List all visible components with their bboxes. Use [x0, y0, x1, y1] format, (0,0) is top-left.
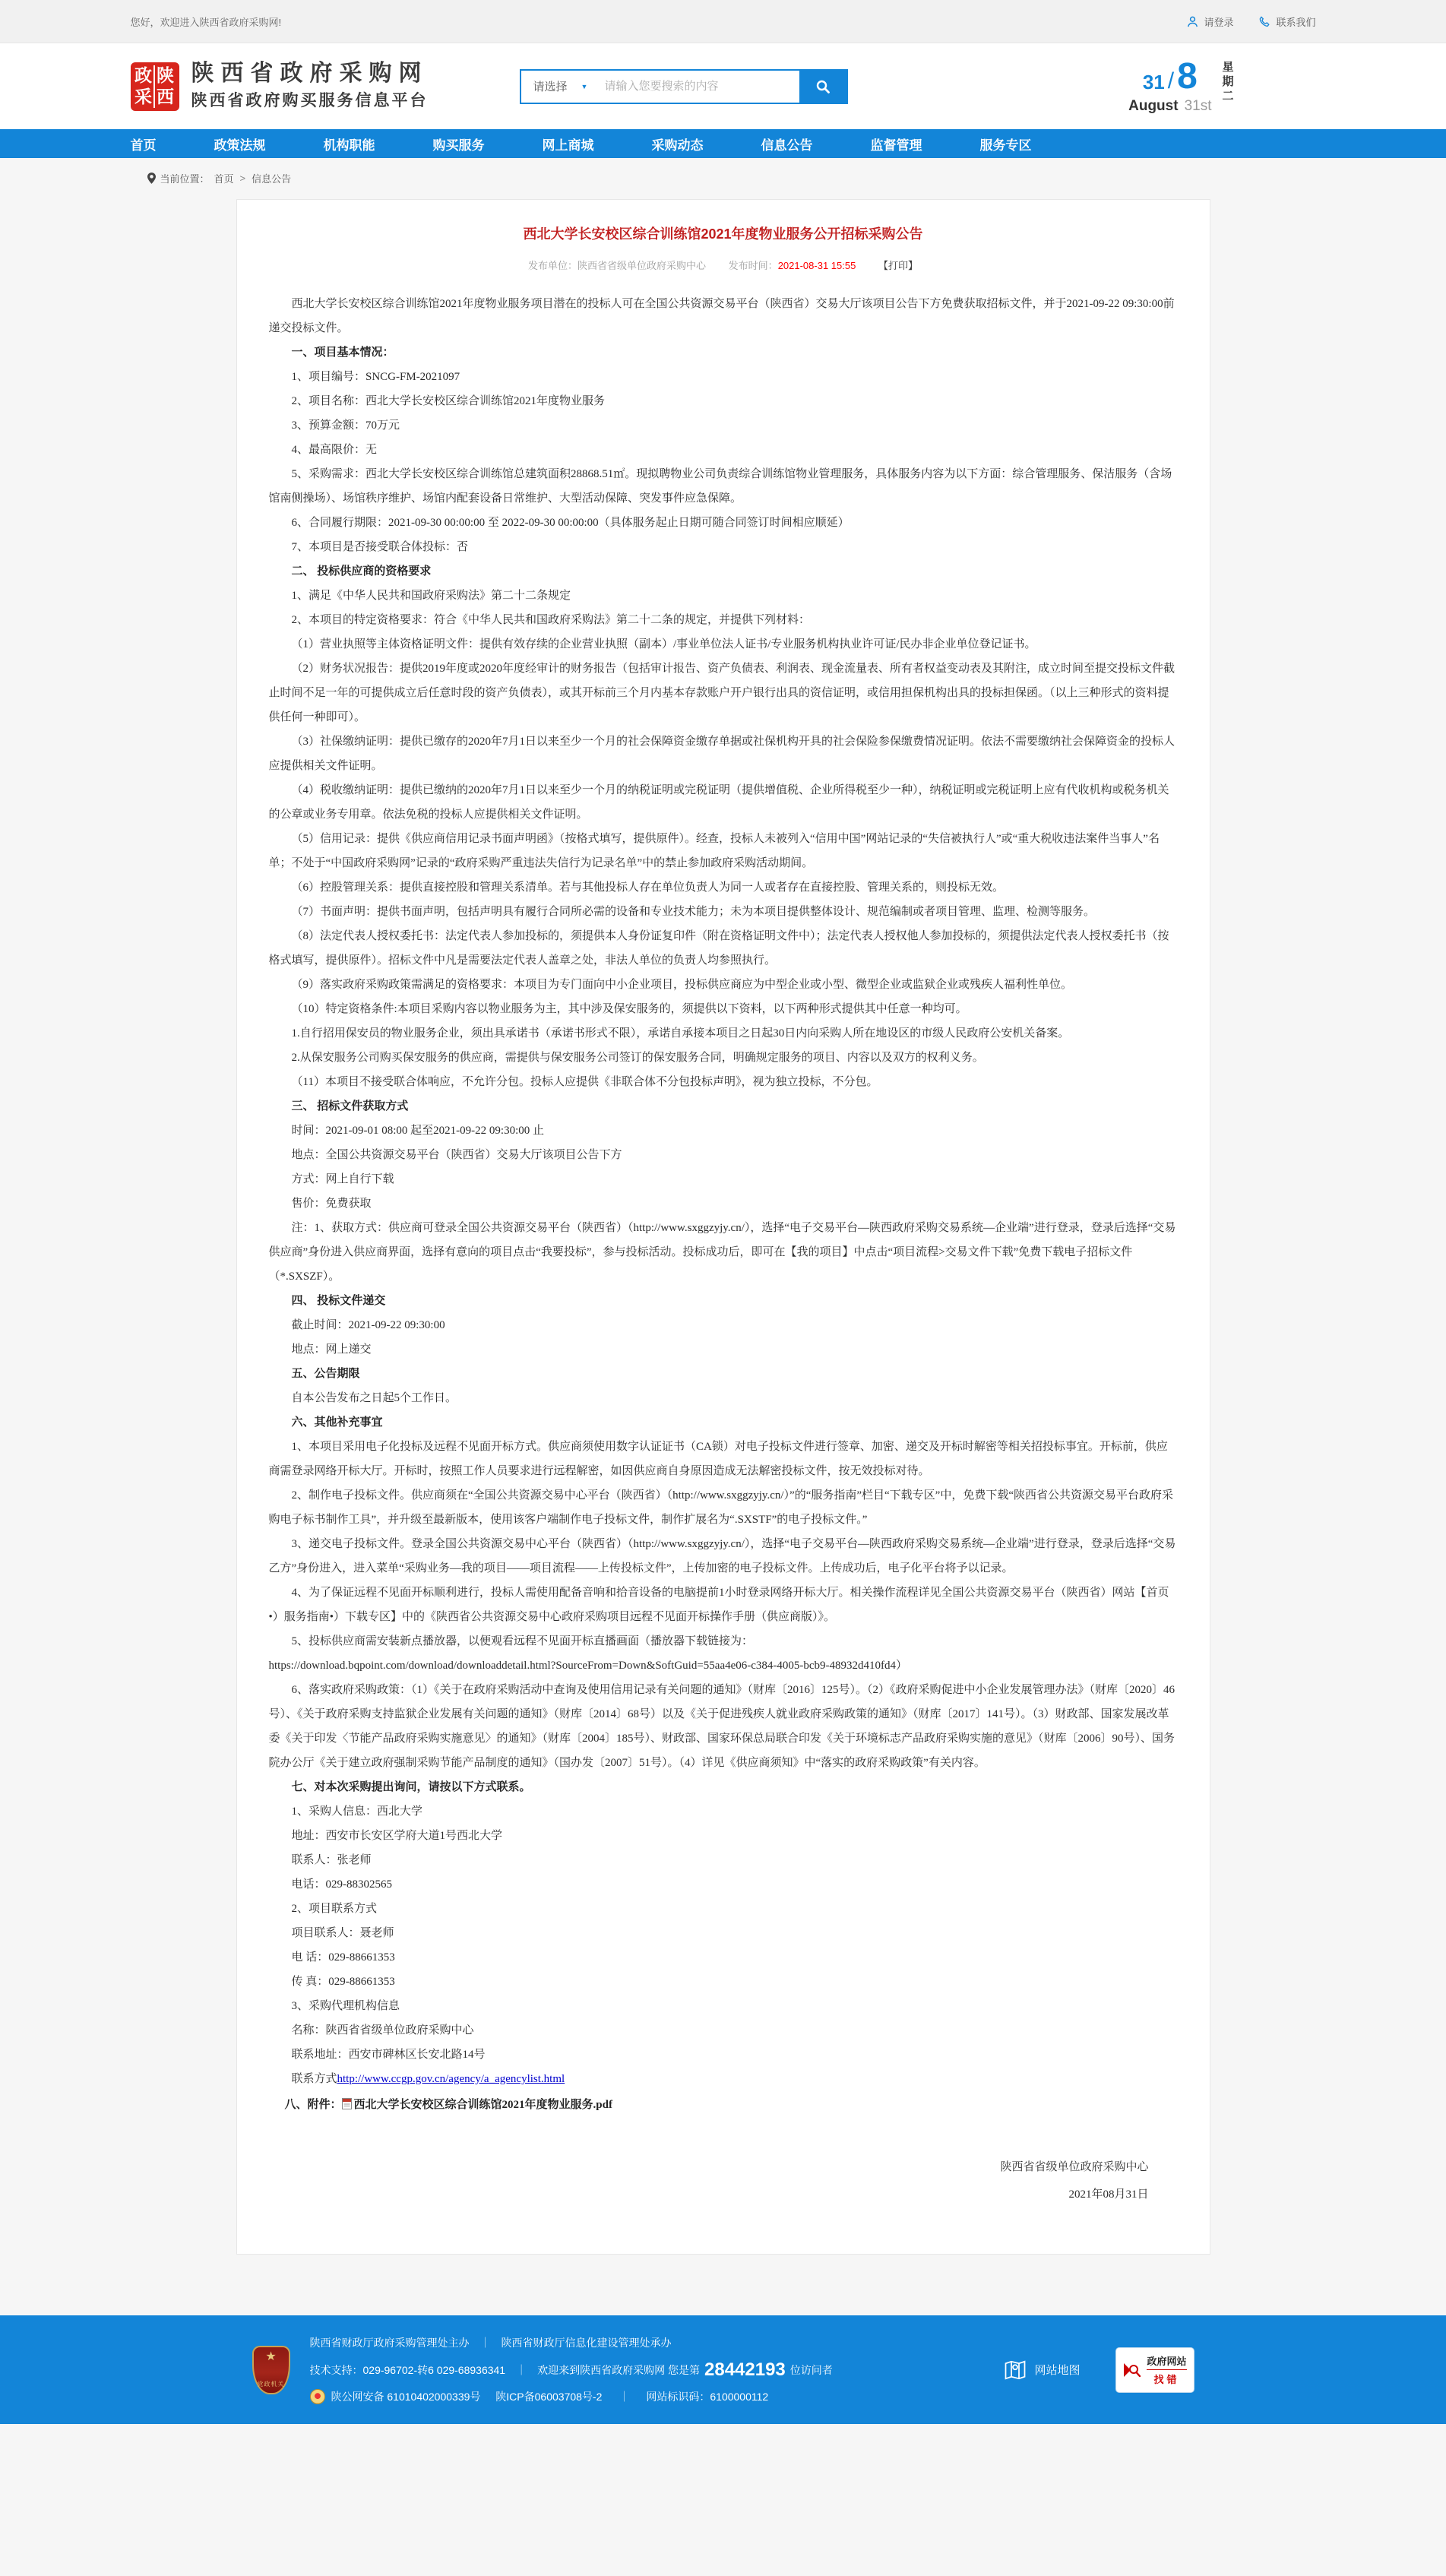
article-paragraph: 售价：免费获取 [291, 1198, 372, 1210]
article-paragraph: 联系地址：西安市碑林区长安北路14号 [291, 2049, 486, 2061]
sitemap-link[interactable]: 网站地图 [1004, 2359, 1080, 2381]
phone-icon [1259, 16, 1270, 27]
login-link[interactable]: 请登录 [1187, 14, 1233, 29]
article-paragraph: 项目联系人：聂老师 [291, 1927, 394, 1939]
footer-record-line: 陕公网安备 61010402000339号 陕ICP备06003708号-2 ｜ 网站标识码：6100000112 [310, 2384, 833, 2410]
nav-item[interactable]: 服务专区 [979, 138, 1032, 153]
nav-item[interactable]: 采购动态 [651, 138, 704, 153]
print-button[interactable]: 【打印】 [878, 260, 918, 271]
article-paragraph: 1、满足《中华人民共和国政府采购法》第二十二条规定 [291, 590, 571, 602]
weekday-label: 星 期 二 [1222, 60, 1234, 103]
section-heading: 六、其他补充事宜 [291, 1416, 383, 1429]
footer-support-line: 技术支持：029-96702-转6 029-68936341 ｜ 欢迎来到陕西省政府采购网 您是第 28442193 位访问者 [309, 2359, 833, 2380]
section-heading: 一、项目基本情况： [291, 347, 394, 359]
section-heading: 五、公告期限 [291, 1368, 360, 1380]
article-paragraph: 地址：西安市长安区学府大道1号西北大学 [291, 1830, 503, 1842]
search-category-select[interactable]: 请选择 ▼ [533, 81, 588, 93]
signature-date: 2021年08月31日 [1068, 2188, 1149, 2201]
website-error-report-badge[interactable]: 政府网站 找错 [1115, 2347, 1194, 2393]
date-widget: 31 / 8 August 31st 星 期 二 [1128, 55, 1234, 114]
user-icon [1187, 16, 1198, 27]
nav-item[interactable]: 政策法规 [214, 138, 266, 153]
site-logo: 政 陕 采 西 [131, 62, 179, 111]
article-paragraph: 2.从保安服务公司购买保安服务的供应商，需提供与保安服务公司签订的保安服务合同，明确规定服务的项目、内容以及双方的权利义务。 [291, 1052, 984, 1064]
nav-items [131, 129, 1316, 158]
signature-org: 陕西省省级单位政府采购中心 [1000, 2161, 1149, 2173]
article-paragraph: （11）本项目不接受联合体响应，不允许分包。投标人应提供《非联合体不分包投标声明》，视为独立投标，不分包。 [291, 1076, 878, 1088]
nav-item[interactable]: 网上商城 [542, 138, 594, 153]
article-paragraph: https://download.bqpoint.com/download/downloaddetail.html?SourceFrom=Down&SoftGuid=55aa4e06-c384-4005-bcb9-48932d410fd4） [268, 1660, 908, 1672]
article-paragraph: 地点：网上递交 [291, 1343, 372, 1356]
date-day-en: 31st [1184, 97, 1212, 114]
article-paragraph: 3、预算金额：70万元 [291, 419, 400, 432]
article-paragraph: 5、投标供应商需安装新点播放器，以便观看远程不见面开标直播画面（播放器下载链接为： [291, 1635, 754, 1647]
article-paragraph: （4）税收缴纳证明：提供已缴纳的2020年7月1日以来至少一个月的纳税证明或完税证明（提供增值税、企业所得税至少一种），纳税证明或完税证明上应有代收机构或税务机关的公章或业务专用章。依法免税的投标人应提供相关文件证明。 [268, 784, 1169, 821]
attachment-row [269, 2093, 1178, 2119]
contact-link[interactable]: 联系我们 [1259, 14, 1315, 29]
police-badge-icon [310, 2389, 325, 2404]
article-paragraph: 2、项目联系方式 [291, 1903, 378, 1915]
icp-record[interactable]: 陕ICP备06003708号-2 [495, 2390, 603, 2403]
signature-block [269, 2154, 1178, 2208]
date-day: 31 [1142, 70, 1165, 93]
article-paragraph: 3、递交电子投标文件。登录全国公共资源交易中心平台（陕西省）（http://www.sxggzyjy.cn/），选择“电子交易平台—陕西政府采购交易系统—企业端”进行登录，登录后选择“交易乙方”身份进入，进入菜单“采购业务—我的项目——项目流程——上传投标文件”，上传加密的电子投标文件。上传成功后，电子化平台将予以记录。 [268, 1538, 1176, 1574]
search-icon [815, 79, 831, 94]
paragraph-contact-link: 联系方式http://www.ccgp.gov.cn/agency/a_agencylist.html [291, 2073, 565, 2085]
site-footer [0, 2315, 1446, 2424]
party-government-emblem-icon: ★ 党政机关 [252, 2346, 290, 2394]
date-month: 8 [1177, 55, 1198, 97]
publisher: 陕西省省级单位政府采购中心 [577, 260, 707, 271]
article-paragraph: （6）控股管理关系：提供直接控股和管理关系清单。若与其他投标人存在单位负责人为同一人或者存在直接控股、管理关系的，则投标无效。 [291, 881, 1005, 894]
chevron-down-icon: ▼ [581, 82, 588, 90]
section-heading: 七、对本次采购提出询问，请按以下方式联系。 [291, 1781, 531, 1793]
nav-item[interactable]: 首页 [130, 138, 157, 153]
section-heading: 四、 投标文件递交 [291, 1295, 386, 1307]
search-button[interactable] [799, 71, 846, 103]
article-paragraph: 3、采购代理机构信息 [291, 2000, 400, 2012]
section-heading: 三、 招标文件获取方式 [291, 1100, 409, 1112]
article-paragraph: 名称：陕西省省级单位政府采购中心 [291, 2024, 474, 2036]
article-paragraph: 2、制作电子投标文件。供应商须在“全国公共资源交易中心平台（陕西省）（http://www.sxggzyjy.cn/）”的“服务指南”栏目“下载专区”中，免费下载“陕西省公共资源交易平台政府采购电子标书制作工具”，并升级至最新版本，使用该客户端制作电子投标文件，制作扩展名为“.SXSTF”的电子投标文件。” [268, 1489, 1173, 1526]
site-header [0, 43, 1446, 129]
breadcrumb: 当前位置： 首页 > 信息公告 [0, 158, 1446, 195]
article-paragraph: （8）法定代表人授权委托书：法定代表人参加投标的，须提供本人身份证复印件（附在资格证明文件中）；法定代表人授权他人参加投标的，须提供法定代表人授权委托书（按格式填写，提供原件）。招标文件中凡是需要法定代表人盖章之处，非法人单位的负责人均参照执行。 [268, 930, 1169, 967]
article-paragraph: 1.自行招用保安员的物业服务企业，须出具承诺书（承诺书形式不限），承诺自承接本项目之日起30日内向采购人所在地设区的市级人民政府公安机关备案。 [291, 1027, 1070, 1040]
article-paragraph: 联系人：张老师 [291, 1854, 372, 1866]
nav-item[interactable]: 机构职能 [323, 138, 375, 153]
breadcrumb-current[interactable]: 信息公告 [252, 173, 292, 185]
page-title: 西北大学长安校区综合训练馆2021年度物业服务公开招标采购公告 [523, 226, 923, 242]
error-finder-icon [1122, 2360, 1142, 2380]
site-subtitle: 陕西省政府购买服务信息平台 [191, 91, 429, 109]
site-name: 陕西省政府采购网 [191, 60, 429, 86]
top-bar [0, 0, 1446, 43]
location-pin-icon [147, 172, 156, 184]
agency-list-link[interactable]: http://www.ccgp.gov.cn/agency/a_agencylist.html [337, 2073, 565, 2085]
article-paragraph: 自本公告发布之日起5个工作日。 [291, 1392, 457, 1404]
article-paragraph: 4、为了保证远程不见面开标顺利进行，投标人需使用配备音响和拾音设备的电脑提前1小时登录网络开标大厅。相关操作流程详见全国公共资源交易平台（陕西省）网站【首页•）服务指南•）下载专区】中的《陕西省公共资源交易中心政府采购项目远程不见面开标操作手册（供应商版）》。 [268, 1587, 1169, 1623]
article-paragraph: 电话：029-88302565 [291, 1878, 392, 1891]
nav-item[interactable]: 购买服务 [432, 138, 485, 153]
main-nav [0, 129, 1446, 158]
nav-item[interactable]: 监督管理 [870, 138, 922, 153]
publisher-label: 发布单位： [528, 260, 578, 271]
search-box [520, 69, 848, 104]
map-icon [1004, 2359, 1027, 2381]
article-paragraph: 时间：2021-09-01 08:00 起至2021-09-22 09:30:00 止 [291, 1125, 544, 1137]
article-paragraph: 6、合同履行期限：2021-09-30 00:00:00 至 2022-09-30 00:00:00（具体服务起止日期可随合同签订时间相应顺延） [291, 517, 850, 529]
article-paragraph: （1）营业执照等主体资格证明文件：提供有效存续的企业营业执照（副本）/事业单位法人证书/专业服务机构执业许可证/民办非企业单位登记证书。 [291, 638, 1036, 650]
pdf-file-icon [342, 2094, 352, 2119]
security-record[interactable]: 陕公网安备 61010402000339号 [331, 2390, 481, 2403]
article-paragraph: 1、采购人信息：西北大学 [291, 1805, 423, 1818]
article-paragraph: 截止时间：2021-09-22 09:30:00 [291, 1319, 445, 1331]
article-meta [269, 258, 1178, 272]
section-heading: 二、 投标供应商的资格要求 [291, 565, 432, 578]
article-paragraph: 2、本项目的特定资格要求：符合《中华人民共和国政府采购法》第二十二条的规定，并提供下列材料： [291, 614, 811, 626]
visitor-count: 28442193 [704, 2359, 786, 2380]
article-paragraph: 1、本项目采用电子化投标及远程不见面开标方式。供应商须使用数字认证证书（CA锁）对电子投标文件进行签章、加密、递交及开标时解密等相关招投标事宜。开标前，供应商需登录网络开标大厅。开标时，按照工作人员要求进行远程解密，如因供应商自身原因造成无法解密投标文件，按无效投标对待。 [268, 1441, 1168, 1477]
welcome-text: 您好，欢迎进入陕西省政府采购网! [130, 17, 282, 28]
article-paragraph: （3）社保缴纳证明：提供已缴存的2020年7月1日以来至少一个月的社会保障资金缴存单据或社保机构开具的社会保险参保缴费情况证明。依法不需要缴纳社会保障资金的投标人应提供相关文件证明。 [268, 736, 1175, 772]
article-paragraph: 4、最高限价：无 [291, 444, 378, 456]
article-paragraph: 电 话：029-88661353 [291, 1951, 395, 1964]
article-paragraph: 传 真：029-88661353 [291, 1976, 395, 1988]
attachment-label: 八、附件： [284, 2099, 342, 2111]
article-paragraph: （5）信用记录：提供《供应商信用记录书面声明函》（按格式填写，提供原件）。经查，投标人未被列入“信用中国”网站记录的“失信被执行人”或“重大税收违法案件当事人”名单；不处于“中国政府采购网”记录的“政府采购严重违法失信行为记录名单”中的禁止参加政府采购活动期间。 [268, 833, 1160, 869]
attachment-file-link[interactable]: 西北大学长安校区综合训练馆2021年度物业服务.pdf [353, 2099, 612, 2111]
article-paragraph: 地点：全国公共资源交易平台（陕西省）交易大厅该项目公告下方 [291, 1149, 622, 1161]
article-paragraph: 2、项目名称：西北大学长安校区综合训练馆2021年度物业服务 [291, 395, 606, 407]
article-paragraph: 西北大学长安校区综合训练馆2021年度物业服务项目潜在的投标人可在全国公共资源交易平台（陕西省）交易大厅该项目公告下方免费获取招标文件，并于2021-09-22 09:30:00前递交投标文件。 [268, 298, 1175, 334]
article-paragraph: （7）书面声明：提供书面声明，包括声明具有履行合同所必需的设备和专业技术能力；未为本项目提供整体设计、规范编制或者项目管理、监理、检测等服务。 [291, 906, 1096, 918]
date-month-en: August [1128, 97, 1179, 114]
announcement-card [236, 199, 1210, 2255]
breadcrumb-home[interactable]: 首页 [214, 173, 234, 185]
publish-time-label: 发布时间： [728, 260, 778, 271]
nav-item[interactable]: 信息公告 [761, 138, 813, 153]
site-code: 网站标识码：6100000112 [646, 2390, 769, 2403]
article-paragraph: （2）财务状况报告：提供2019年度或2020年度经审计的财务报告（包括审计报告、资产负债表、利润表、现金流量表、所有者权益变动表及其附注，成立时间至提交投标文件截止时间不足一年的可提供成立后任意时段的资产负债表），或其开标前三个月内基本存款账户开户银行出具的资信证明，或信用担保机构出具的投标担保函。（以上三种形式的资料提供任何一种即可）。 [268, 663, 1175, 723]
article-paragraph: 7、本项目是否接受联合体投标：否 [291, 541, 469, 553]
article-paragraph: （10）特定资格条件:本项目采购内容以物业服务为主，其中涉及保安服务的，须提供以下资料，以下两种形式提供其中任意一种均可。 [291, 1003, 967, 1015]
article-paragraph: 注：1、获取方式：供应商可登录全国公共资源交易平台（陕西省）（http://www.sxggzyjy.cn/），选择“电子交易平台—陕西政府采购交易系统—企业端”进行登录，登录后选择“交易供应商”身份进入供应商界面，选择有意向的项目点击“我要投标”，参与投标活动。投标成功后，即可在【我的项目】中点击“项目流程>交易文件下载”免费下载电子招标文件（*.SXSZF）。 [268, 1222, 1176, 1283]
article-paragraph: 方式：网上自行下载 [291, 1173, 394, 1185]
article-body [269, 292, 1178, 2091]
footer-organizer-line: 陕西省财政厅政府采购管理处主办 ｜ 陕西省财政厅信息化建设管理处承办 [309, 2336, 672, 2349]
publish-time: 2021-08-31 15:55 [777, 260, 856, 271]
search-input[interactable] [598, 71, 799, 103]
article-paragraph: 5、采购需求：西北大学长安校区综合训练馆总建筑面积28868.51㎡。现拟聘物业公司负责综合训练馆物业管理服务，具体服务内容为以下方面：综合管理服务、保洁服务（含场馆南侧操场）、场馆秩序维护、场馆内配套设备日常维护、大型活动保障、突发事件应急保障。 [268, 468, 1172, 505]
article-paragraph: 1、项目编号：SNCG-FM-2021097 [291, 371, 460, 383]
article-paragraph: （9）落实政府采购政策需满足的资格要求：本项目为专门面向中小企业项目，投标供应商应为中型企业或小型、微型企业或监狱企业或残疾人福利性单位。 [291, 979, 1073, 991]
breadcrumb-label: 当前位置： [160, 173, 210, 185]
article-paragraph: 6、落实政府采购政策：（1）《关于在政府采购活动中查询及使用信用记录有关问题的通知》（财库〔2016〕125号）。（2）《政府采购促进中小企业发展管理办法》（财库〔2020〕46号）、《关于政府采购支持监狱企业发展有关问题的通知》（财库〔2014〕68号）以及《关于促进残疾人就业政府采购政策的通知》（财库〔2017〕141号）。（3）财政部、国家发展改革委《关于印发〈节能产品政府采购实施意见〉的通知》（财库〔2004〕185号）、财政部、国家环保总局联合印发《关于环境标志产品政府采购实施的意见》（财库〔2006〕90号）、国务院办公厅《关于建立政府强制采购节能产品制度的通知》（国办发〔2007〕51号）。（4）详见《供应商须知》中“落实的政府采购政策”有关内容。 [268, 1684, 1175, 1769]
